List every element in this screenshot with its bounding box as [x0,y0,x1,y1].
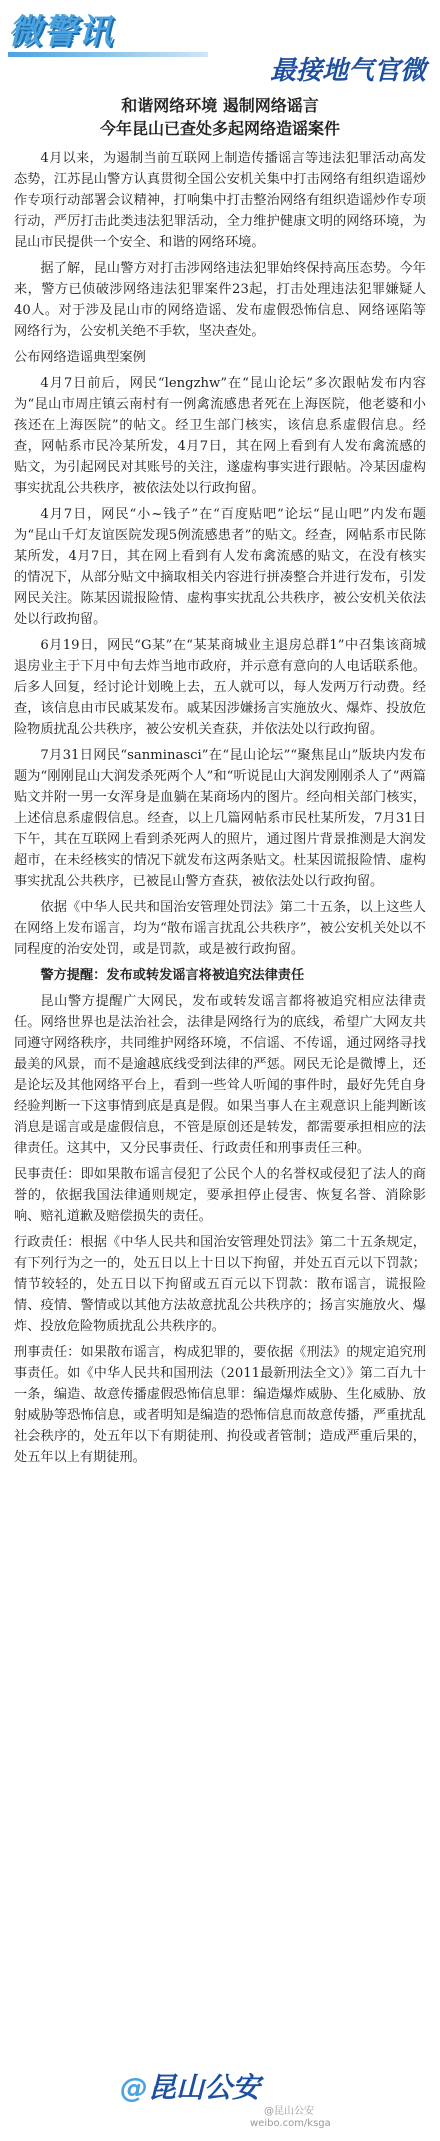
civil-liability: 民事责任：即如果散布谣言侵犯了公民个人的名誉权或侵犯了法人的商誉的，依据我国法律通则规定，要承担停止侵害、恢复名誉、消除影响、赔礼道歉及赔偿损失的责任。 [14,1167,426,1224]
cases-heading: 公布网络造谣典型案例 [14,350,146,365]
administrative-liability: 行政责任：根据《中华人民共和国治安管理处罚法》第二十五条规定，有下列行为之一的，处五日以上十日以下拘留，并处五百元以下罚款；情节较轻的，处五日以下拘留或五百元以下罚款：散布谣言，谎报险情、疫情、警情或以其他方法故意扰乱公共秩序的；扬言实施放火、爆炸、投放危险物质扰乱公共秩序的。 [14,1235,426,1334]
penalty-paragraph: 依据《中华人民共和国治安管理处罚法》第二十五条，以上这些人在网络上发布谣言，均为“散布谣言扰乱公共秩序”，被公安机关处以不同程度的治安处罚，或是罚款，或是被行政拘留。 [14,900,426,957]
footer-name: 昆山公安 [148,2071,261,2104]
weijingxun-logo: 微警讯 [8,12,113,52]
intro-paragraph: 4月以来，为遏制当前互联网上制造传播谣言等违法犯罪活动高发态势，江苏昆山警方认真贯彻全国公安机关集中打击网络有组织造谣炒作专项行动部署会议精神，打响集中打击整治网络有组织造谣炒作专项行动，严厉打击此类违法犯罪活动，全力维护健康文明的网络环境，为昆山市民提供一个安全、和谐的网络环境。 [14,151,426,250]
at-sign: @ [120,2071,148,2104]
kunshan-police-logo [120,2066,260,2106]
case-paragraph: 4月7日，网民“小~钱子”在“百度贴吧”论坛“昆山吧”内发布题为“昆山千灯友谊医院发现5例流感患者”的贴文。经查，网帖系市民陈某所发，4月7日，其在网上看到有人发布禽流感的贴文，在没有核实的情况下，从部分贴文中摘取相关内容进行拼凑整合并进行发布，引发网民关注。陈某因谎报险情、虚构事实扰乱公共秩序，被公安机关依法处以行政拘留。 [14,507,426,627]
warning-paragraph: 昆山警方提醒广大网民，发布或转发谣言都将被追究相应法律责任。网络世界也是法治社会，法律是网络行为的底线，希望广大网友共同遵守网络秩序，共同维护网络环境，不信谣、不传谣，通过网络寻找最美的风景，而不是逾越底线受到法律的严惩。网民无论是微博上，还是论坛及其他网络平台上，看到一些耸人听闻的事件时，最好先凭自身经验判断一下这事情到底是真是假。如果当事人在主观意识上能判断该消息是谣言或是虚假信息，不管是原创还是转发，都需要承担相应的法律责任。这其中，又分民事责任、行政责任和刑事责任三种。 [14,994,426,1156]
case-paragraph: 6月19日，网民“G某”在“某某商城业主退房总群1”中召集该商城退房业主于下月中旬去炸当地市政府，并示意有意向的人电话联系他。后多人回复，经讨论计划晚上去，五人就可以，每人发两万行动费。经查，该信息由市民戚某发布。戚某因涉嫌扬言实施放火、爆炸、投放危险物质扰乱公共秩序，被公安机关查获，并依法处以行政拘留。 [14,638,426,737]
stats-paragraph: 据了解，昆山警方对打击涉网络违法犯罪始终保持高压态势。今年来，警方已侦破涉网络违法犯罪案件23起，打击处理违法犯罪嫌疑人40人。对于涉及昆山市的网络造谣、发布虚假恐怖信息、网络诬陷等网络行为，公安机关绝不手软，坚决查处。 [14,261,426,339]
criminal-liability: 刑事责任：如果散布谣言，构成犯罪的，要依据《刑法》的规定追究刑事责任。如《中华人民共和国刑法（2011最新刑法全文）》第二百九十一条，编造、故意传播虚假恐怖信息罪：编造爆炸威胁、生化威胁、放射威胁等恐怖信息，或者明知是编造的恐怖信息而故意传播，严重扰乱社会秩序的，处五年以下有期徒刑、拘役或者管制；造成严重后果的，处五年以上有期徒刑。 [14,1345,426,1465]
case-paragraph: 4月7日前后，网民“lengzhw”在“昆山论坛”多次跟帖发布内容为“昆山市周庄镇云南村有一例禽流感患者死在上海医院，他老婆和小孩还在上海医院”的帖文。经卫生部门核实，该信息系虚假信息。经查，网帖系市民冷某所发，4月7日，其在网上看到有人发布禽流感的贴文，为引起网民对其账号的关注，遂虚构事实进行跟帖。冷某因虚构事实扰乱公共秩序，被依法处以行政拘留。 [14,376,426,496]
headline-line-2: 今年昆山已查处多起网络造谣案件 [99,119,340,138]
weibo-url: weibo.com/ksga [250,2118,331,2129]
slogan: 最接地气官微 [269,56,426,86]
header-banner [0,0,440,86]
article-body [14,148,426,1473]
logo-underline [8,52,208,57]
weibo-watermark: @昆山公安 [264,2106,314,2117]
case-paragraph: 7月31日网民“sanminasci”在“昆山论坛”“聚焦昆山”版块内发布题为“刚刚昆山大润发杀死两个人”和“听说昆山大润发刚刚杀人了”两篇贴文并附一男一女浑身是血躺在某商场内的图片。经向相关部门核实，上述信息系虚假信息。经查，以上几篇网帖系市民杜某所发，7月31日下午，其在互联网上看到杀死两人的照片，通过图片背景推测是大润发超市，在未经核实的情况下就发布这两条贴文。杜某因谎报险情、虚构事实扰乱公共秩序，已被昆山警方查获，被依法处以行政拘留。 [14,748,426,889]
warning-title: 警方提醒：发布或转发谣言将被追究法律责任 [40,968,305,983]
headline-line-1: 和谐网络环境 遏制网络谣言 [121,96,319,115]
